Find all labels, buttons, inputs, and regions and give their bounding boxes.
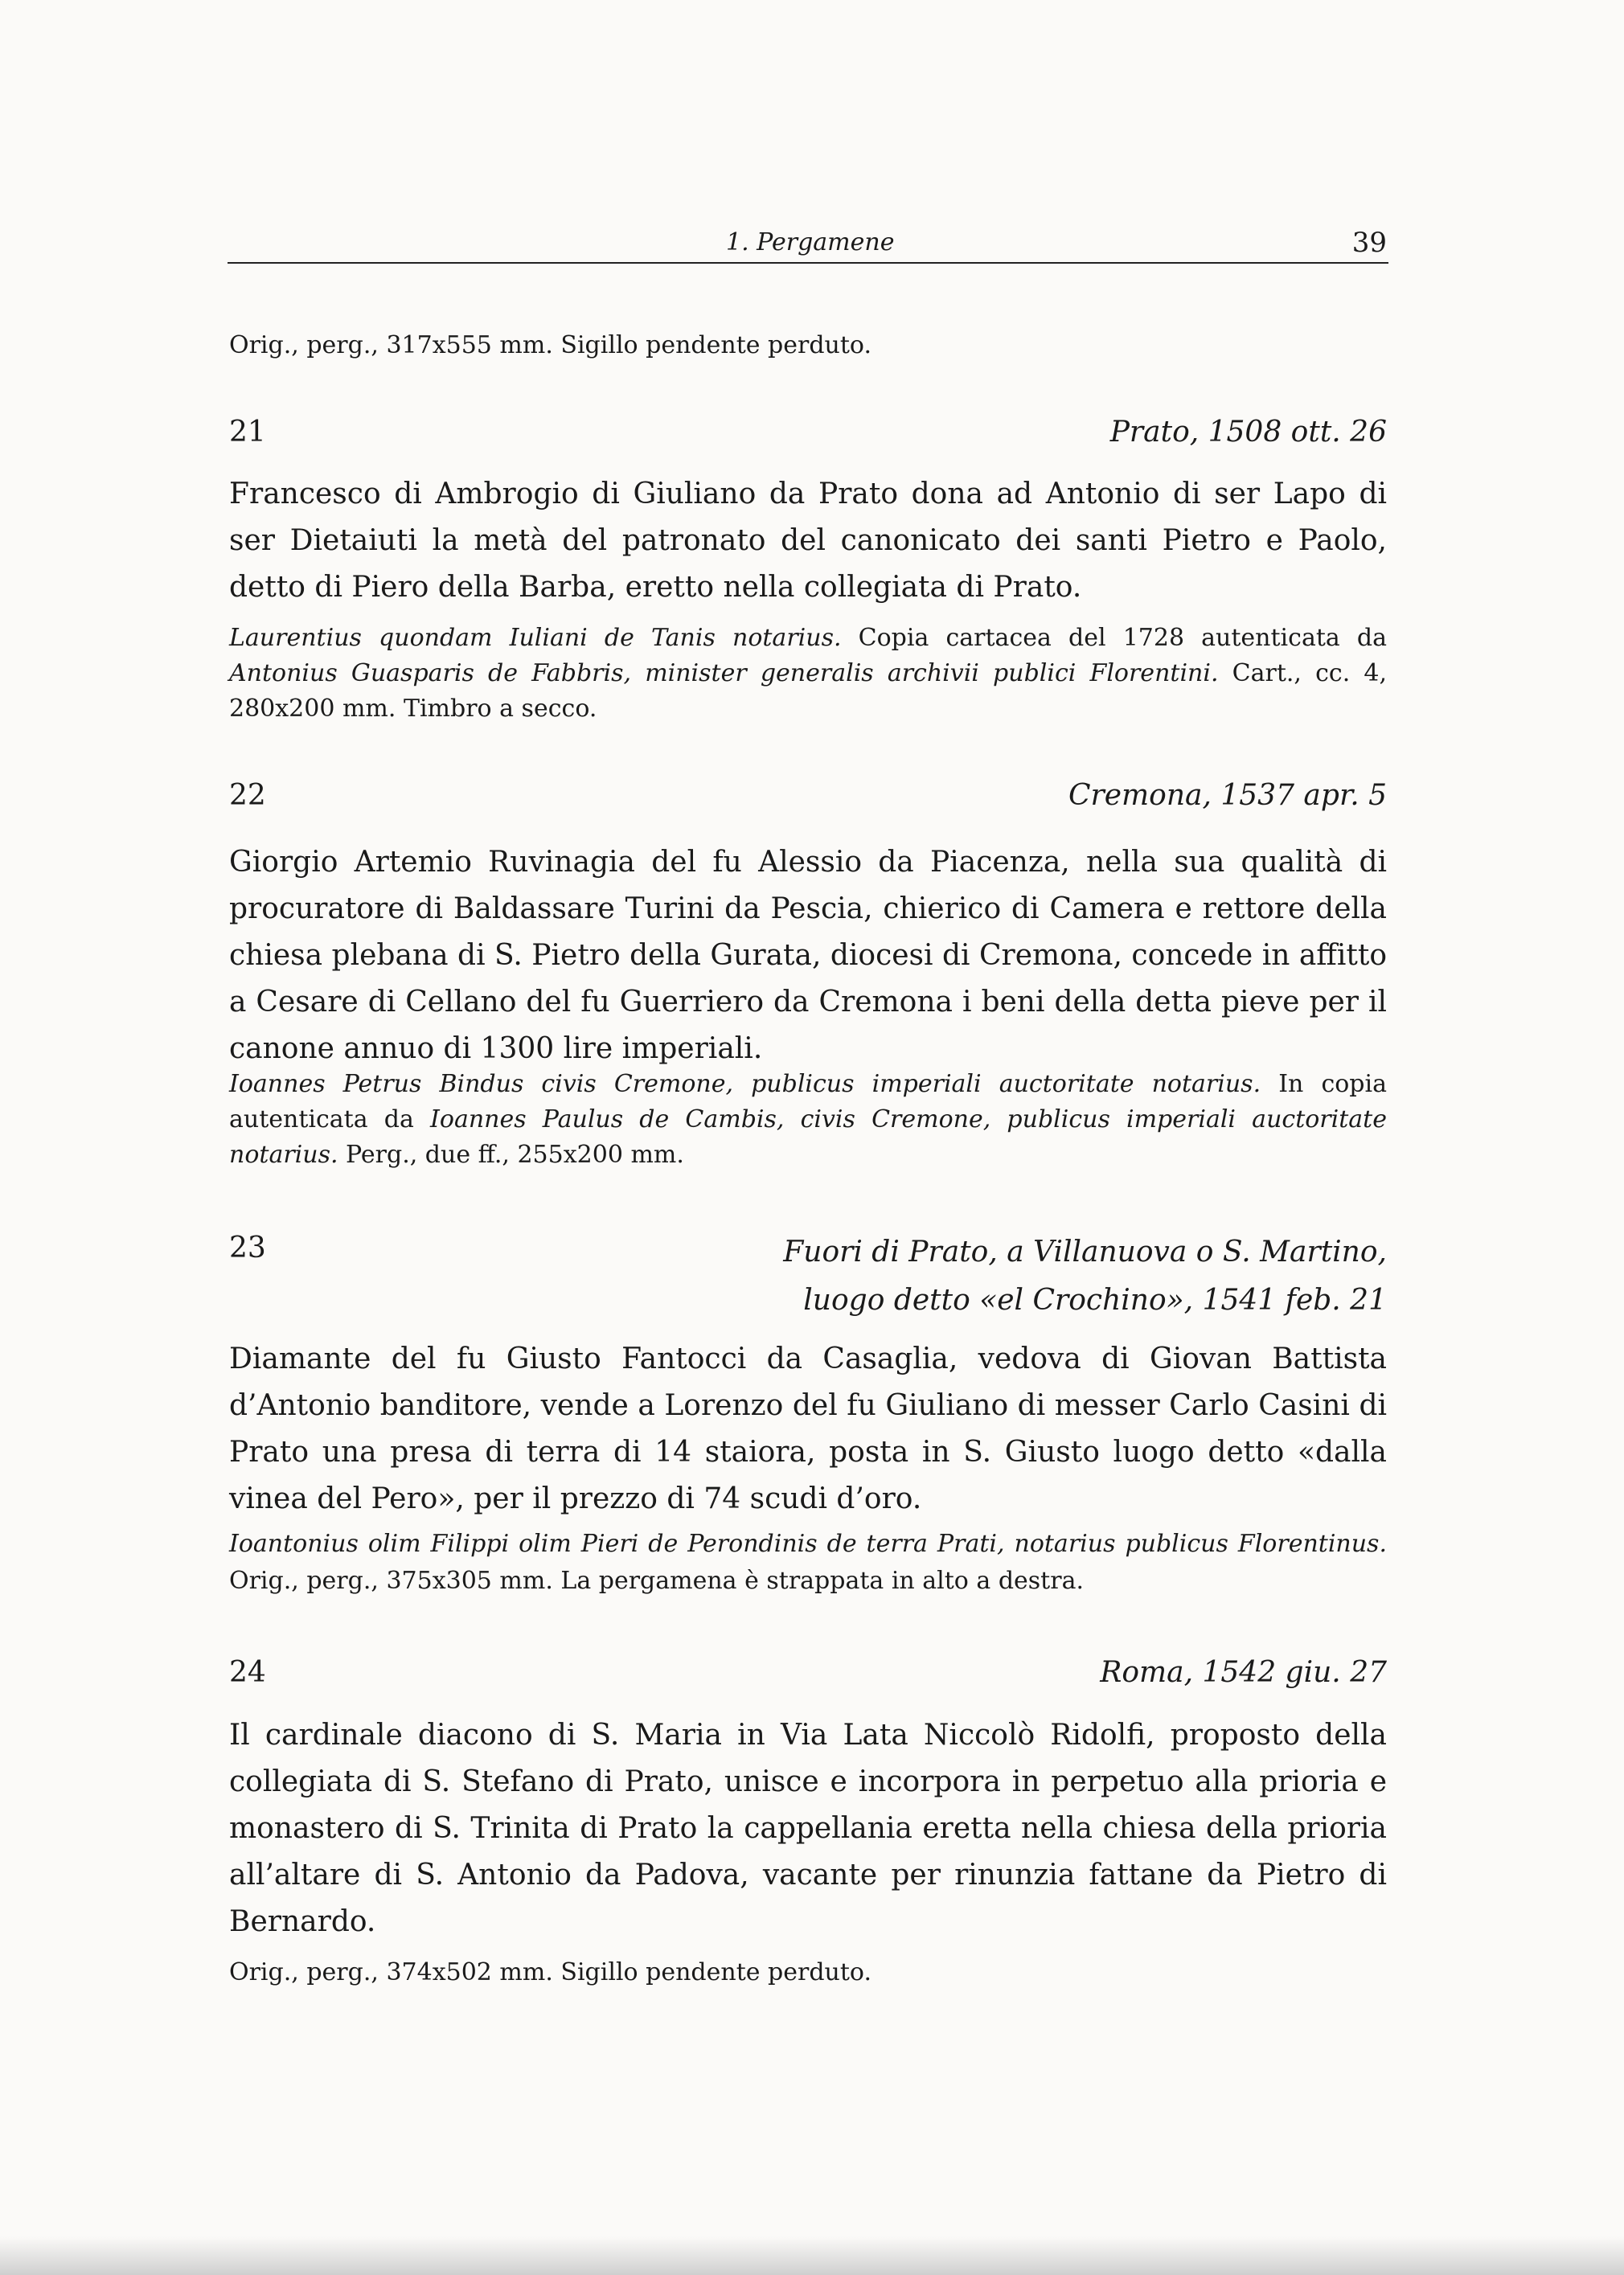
entry-number: 24 bbox=[229, 1656, 266, 1689]
entry-21-note bbox=[229, 621, 1387, 727]
header-rule bbox=[228, 262, 1388, 264]
entry-date: Prato, 1508 ott. 26 bbox=[1109, 416, 1387, 449]
entry-date: Cremona, 1537 apr. 5 bbox=[1068, 779, 1387, 812]
entry-24-regest: Il cardinale diacono di S. Maria in Via Lata Niccolò Ridolfi, proposto della collegiata di S. Stefano di Prato, unisce e incorpora in perpetuo alla prioria e monastero di S. Trinita di Prato la cappellania eretta nella chiesa della prioria all’altare di S. Antonio da Padova, vacante per rinunzia fattane da Pietro di Bernardo. bbox=[229, 1719, 1387, 1938]
entry-date-line-2: luogo detto «el Crochino», 1541 feb. 21 bbox=[803, 1284, 1387, 1317]
entry-date bbox=[783, 1228, 1387, 1325]
entry-number: 23 bbox=[229, 1232, 266, 1265]
entry-24-header bbox=[229, 1653, 1387, 1693]
note-text: Cart., cc. 4, 280x200 mm. Timbro a secco. bbox=[229, 659, 1387, 723]
entry-22-header bbox=[229, 776, 1387, 816]
page-number: 39 bbox=[1351, 227, 1387, 259]
note-text: Perg., due ff., 255x200 mm. bbox=[338, 1141, 684, 1169]
entry-23-regest: Diamante del fu Giusto Fantocci da Casaglia, vedova di Giovan Battista d’Antonio banditore, vende a Lorenzo del fu Giuliano di messer Carlo Casini di Prato una presa di terra di 14 staiora, posta in S. Giusto luogo detto «dalla vinea del Pero», per il prezzo di 74 scudi d’oro. bbox=[229, 1342, 1387, 1515]
notary-name: Laurentius quondam Iuliani de Tanis notarius. bbox=[229, 624, 842, 652]
entry-22-note bbox=[229, 1067, 1387, 1173]
entry-21-header bbox=[229, 412, 1387, 453]
authenticator-name: Antonius Guasparis de Fabbris, minister generalis archivii publici Florentini. bbox=[229, 659, 1219, 687]
entry-23-note bbox=[229, 1526, 1387, 1600]
notary-name: Ioantonius olim Filippi olim Pieri de Perondinis de terra Prati, notarius publicus Florentinus. bbox=[229, 1530, 1387, 1558]
note-text: In copia autenticata da bbox=[229, 1070, 1387, 1133]
carryover-note: Orig., perg., 317x555 mm. Sigillo pendente perduto. bbox=[229, 331, 871, 359]
scan-edge-shadow bbox=[0, 2236, 1624, 2275]
entry-22-regest: Giorgio Artemio Ruvinagia del fu Alessio da Piacenza, nella sua qualità di procuratore di Baldassare Turini da Pescia, chierico di Camera e rettore della chiesa plebana di S. Pietro della Gurata, diocesi di Cremona, concede in affitto a Cesare di Cellano del fu Guerriero da Cremona i beni della detta pieve per il canone annuo di 1300 lire imperiali. bbox=[229, 846, 1387, 1065]
entry-number: 22 bbox=[229, 779, 266, 812]
authenticator-name: Ioannes Paulus de Cambis, civis Cremone, publicus imperiali auctoritate notarius. bbox=[229, 1105, 1387, 1169]
entry-date: Roma, 1542 giu. 27 bbox=[1100, 1656, 1387, 1689]
running-title: 1. Pergamene bbox=[726, 228, 895, 256]
running-head bbox=[228, 227, 1387, 264]
entry-24-note: Orig., perg., 374x502 mm. Sigillo pendente perduto. bbox=[229, 1958, 871, 1986]
entry-date-line-1: Fuori di Prato, a Villanuova o S. Martino, bbox=[783, 1236, 1387, 1269]
entry-23-header bbox=[229, 1228, 1387, 1325]
entry-21-regest: Francesco di Ambrogio di Giuliano da Prato dona ad Antonio di ser Lapo di ser Dietaiuti la metà del patronato del canonicato dei santi Pietro e Paolo, detto di Piero della Barba, eretto nella collegiata di Prato. bbox=[229, 478, 1387, 604]
entry-number: 21 bbox=[229, 416, 266, 449]
notary-name: Ioannes Petrus Bindus civis Cremone, publicus imperiali auctoritate notarius. bbox=[229, 1070, 1261, 1098]
note-text: Orig., perg., 375x305 mm. La pergamena è strappata in alto a destra. bbox=[229, 1567, 1084, 1595]
note-text: Copia cartacea del 1728 autenticata da bbox=[841, 624, 1387, 652]
